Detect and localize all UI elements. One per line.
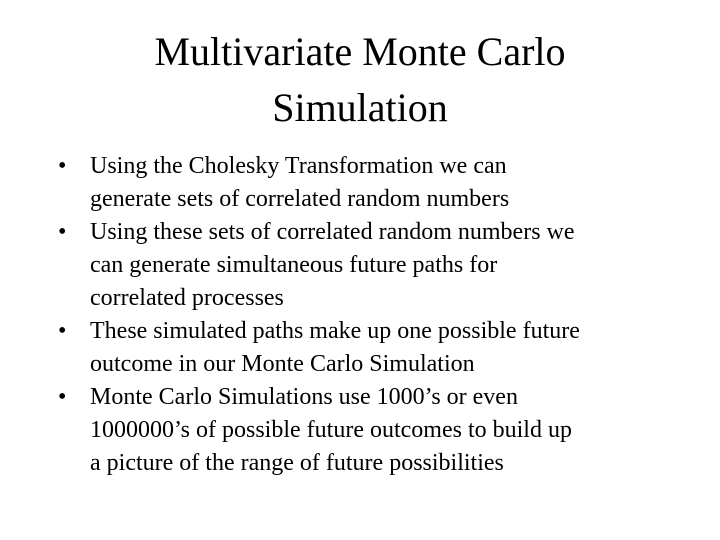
bullet-text-line: Monte Carlo Simulations use 1000’s or even bbox=[90, 384, 518, 410]
bullet-item-future-paths bbox=[54, 216, 674, 315]
bullet-item-outcomes bbox=[54, 381, 674, 480]
bullet-text-line: 1000000’s of possible future outcomes to build up bbox=[90, 417, 572, 443]
bullet-text-line: outcome in our Monte Carlo Simulation bbox=[90, 351, 475, 377]
bullet-text-line: a picture of the range of future possibilities bbox=[90, 450, 504, 476]
bullet-icon: • bbox=[58, 384, 67, 410]
bullet-text-line: correlated processes bbox=[90, 285, 284, 311]
bullet-item-cholesky bbox=[54, 150, 674, 216]
bullet-icon: • bbox=[58, 153, 67, 179]
bullet-list bbox=[54, 150, 674, 480]
bullet-item-simulated-paths bbox=[54, 315, 674, 381]
bullet-text-line: generate sets of correlated random numbers bbox=[90, 186, 510, 212]
slide-title bbox=[60, 24, 660, 136]
bullet-text-line: Using these sets of correlated random numbers we bbox=[90, 219, 575, 245]
slide-title-line-1: Multivariate Monte Carlo bbox=[154, 29, 566, 74]
bullet-text-line: Using the Cholesky Transformation we can bbox=[90, 153, 507, 179]
bullet-icon: • bbox=[58, 318, 67, 344]
bullet-text-line: can generate simultaneous future paths for bbox=[90, 252, 498, 278]
bullet-icon: • bbox=[58, 219, 67, 245]
bullet-text-line: These simulated paths make up one possible future bbox=[90, 318, 580, 344]
slide-title-line-2: Simulation bbox=[272, 85, 448, 130]
